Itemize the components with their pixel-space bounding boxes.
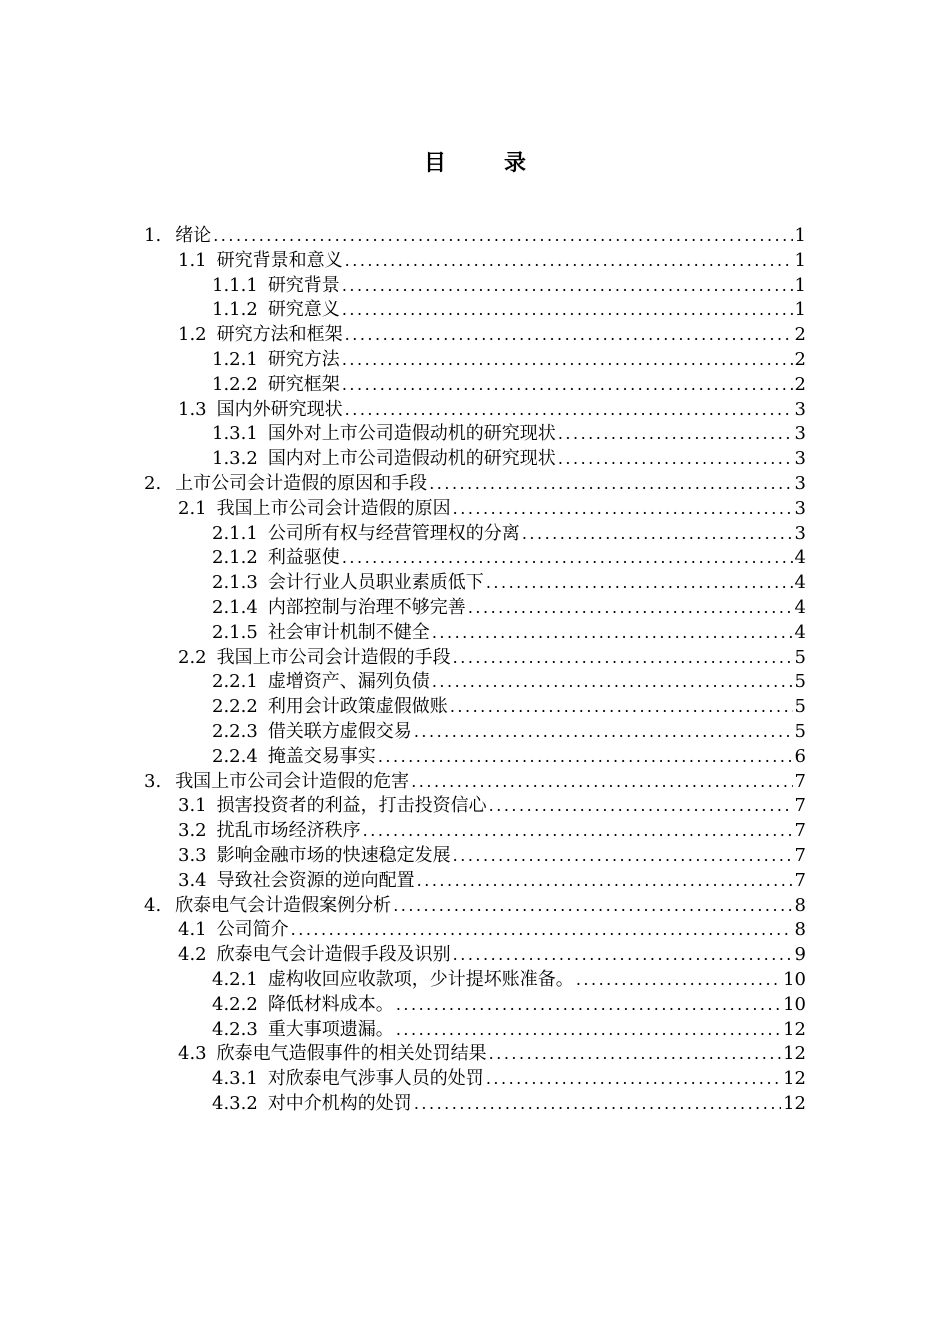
toc-entry-text: 欣泰电气会计造假手段及识别	[216, 944, 451, 966]
toc-dot-leader	[489, 1042, 781, 1067]
toc-entry[interactable]	[0, 571, 950, 596]
toc-dot-leader	[393, 894, 792, 919]
toc-entry[interactable]	[0, 794, 950, 819]
toc-entry-text: 国外对上市公司造假动机的研究现状	[267, 423, 556, 445]
toc-entry[interactable]	[0, 398, 950, 423]
toc-entry-number: 4.3.1	[212, 1068, 258, 1090]
toc-page-number: 8	[794, 919, 806, 941]
toc-page-number: 3	[794, 423, 806, 445]
toc-entry-text: 对中介机构的处罚	[267, 1092, 412, 1114]
toc-entry-number: 1.1.2	[212, 299, 258, 321]
toc-entry-number: 3.	[144, 770, 162, 792]
toc-entry-label	[212, 695, 448, 720]
toc-entry-text: 利益驱使	[267, 547, 340, 569]
toc-entry-label	[178, 794, 487, 819]
toc-page-number: 12	[783, 1068, 806, 1090]
table-of-contents	[0, 224, 950, 1117]
toc-entry-text: 降低材料成本。	[267, 993, 394, 1015]
toc-entry-text: 国内对上市公司造假动机的研究现状	[267, 448, 556, 470]
toc-entry-text: 利用会计政策虚假做账	[267, 696, 448, 718]
toc-entry-number: 3.4	[178, 869, 207, 891]
toc-entry-label	[144, 472, 427, 497]
toc-page-number: 4	[794, 596, 806, 618]
toc-entry-number: 4.	[144, 894, 162, 916]
toc-entry-number: 2.1.1	[212, 522, 258, 544]
toc-entry-text: 虚构收回应收款项，少计提坏账准备。	[267, 968, 574, 990]
toc-dot-leader	[363, 819, 793, 844]
toc-dot-leader	[486, 571, 793, 596]
toc-entry-text: 对欣泰电气涉事人员的处罚	[267, 1068, 484, 1090]
toc-page-number: 7	[794, 770, 806, 792]
toc-dot-leader	[345, 398, 793, 423]
toc-entry-label	[144, 894, 391, 919]
toc-entry-number: 4.3	[178, 1043, 207, 1065]
toc-entry-label	[212, 1092, 412, 1117]
toc-dot-leader	[450, 695, 793, 720]
toc-entry-label	[212, 571, 484, 596]
toc-entry[interactable]	[0, 249, 950, 274]
toc-dot-leader	[414, 720, 793, 745]
toc-page-number: 7	[794, 795, 806, 817]
toc-page-number: 5	[794, 646, 806, 668]
toc-dot-leader	[453, 497, 793, 522]
toc-entry-number: 4.2.2	[212, 993, 258, 1015]
toc-entry-number: 2.1.5	[212, 621, 258, 643]
toc-entry-number: 3.2	[178, 820, 207, 842]
toc-entry-text: 公司所有权与经营管理权的分离	[267, 522, 520, 544]
toc-page-number: 12	[783, 1092, 806, 1114]
toc-page-number: 7	[794, 844, 806, 866]
toc-dot-leader	[432, 621, 793, 646]
toc-page-number: 2	[794, 373, 806, 395]
toc-dot-leader	[576, 968, 781, 993]
toc-entry-label	[178, 646, 451, 671]
toc-entry-number: 4.2.1	[212, 968, 258, 990]
toc-entry[interactable]	[0, 844, 950, 869]
toc-entry-number: 1.3.2	[212, 448, 258, 470]
toc-entry[interactable]	[0, 323, 950, 348]
toc-entry-label	[212, 373, 340, 398]
toc-page-number: 10	[783, 993, 806, 1015]
toc-dot-leader	[429, 472, 792, 497]
toc-page-number: 4	[794, 572, 806, 594]
toc-entry-text: 研究方法	[267, 348, 340, 370]
toc-page-number: 3	[794, 398, 806, 420]
toc-page-number: 1	[794, 299, 806, 321]
toc-entry-label	[212, 522, 520, 547]
toc-dot-leader	[345, 249, 793, 274]
toc-entry-label	[212, 1067, 484, 1092]
toc-entry-number: 1.1	[178, 249, 207, 271]
toc-entry[interactable]	[0, 968, 950, 993]
toc-dot-leader	[345, 323, 793, 348]
toc-title: 目 录	[423, 150, 544, 176]
toc-dot-leader	[213, 224, 792, 249]
toc-entry-label	[178, 844, 451, 869]
toc-entry-text: 虚增资产、漏列负债	[267, 671, 430, 693]
toc-entry-text: 研究背景和意义	[216, 249, 343, 271]
toc-dot-leader	[411, 770, 792, 795]
toc-entry[interactable]	[0, 918, 950, 943]
toc-entry[interactable]	[0, 422, 950, 447]
toc-entry[interactable]	[0, 224, 950, 249]
toc-entry-text: 欣泰电气造假事件的相关处罚结果	[216, 1043, 487, 1065]
toc-entry-number: 1.1.1	[212, 274, 258, 296]
toc-entry-number: 3.3	[178, 844, 207, 866]
toc-page-number: 4	[794, 547, 806, 569]
toc-dot-leader	[342, 298, 793, 323]
toc-entry-number: 4.2	[178, 944, 207, 966]
toc-entry-text: 社会审计机制不健全	[267, 621, 430, 643]
toc-page-number: 5	[794, 696, 806, 718]
toc-page-number: 10	[783, 968, 806, 990]
toc-page-number: 12	[783, 1043, 806, 1065]
toc-entry[interactable]	[0, 819, 950, 844]
toc-entry-number: 2.1.3	[212, 572, 258, 594]
toc-page-number: 1	[794, 225, 806, 246]
toc-entry-number: 2.1	[178, 497, 207, 519]
toc-entry[interactable]	[0, 720, 950, 745]
toc-entry-text: 我国上市公司会计造假的原因	[216, 497, 451, 519]
toc-entry-number: 4.2.3	[212, 1018, 258, 1040]
toc-entry-number: 1.3	[178, 398, 207, 420]
toc-entry-label	[178, 918, 289, 943]
toc-dot-leader	[396, 993, 781, 1018]
toc-entry-label	[178, 497, 451, 522]
toc-page-number: 1	[794, 274, 806, 296]
toc-page-number: 3	[794, 448, 806, 470]
toc-entry-text: 研究意义	[267, 299, 340, 321]
toc-page-number: 2	[794, 348, 806, 370]
toc-entry-number: 4.1	[178, 919, 207, 941]
toc-entry-label	[212, 447, 556, 472]
toc-entry[interactable]	[0, 1018, 950, 1043]
toc-entry-text: 损害投资者的利益，打击投资信心	[216, 795, 487, 817]
toc-entry-label	[212, 422, 556, 447]
toc-entry-number: 1.2.1	[212, 348, 258, 370]
toc-entry-label	[212, 596, 466, 621]
toc-entry[interactable]	[0, 298, 950, 323]
toc-entry-text: 掩盖交易事实	[267, 745, 376, 767]
toc-entry-label	[178, 943, 451, 968]
toc-dot-leader	[558, 447, 793, 472]
toc-entry[interactable]	[0, 546, 950, 571]
toc-dot-leader	[291, 918, 793, 943]
toc-page-number: 12	[783, 1018, 806, 1040]
toc-entry[interactable]	[0, 869, 950, 894]
toc-entry-text: 导致社会资源的逆向配置	[216, 869, 415, 891]
toc-entry[interactable]	[0, 646, 950, 671]
toc-entry-label	[212, 993, 394, 1018]
toc-entry[interactable]	[0, 943, 950, 968]
toc-page-number: 3	[794, 497, 806, 519]
toc-entry-text: 影响金融市场的快速稳定发展	[216, 844, 451, 866]
toc-page-number: 5	[794, 671, 806, 693]
toc-dot-leader	[414, 1092, 781, 1117]
toc-page-number: 3	[794, 472, 806, 494]
toc-page-number: 4	[794, 621, 806, 643]
toc-entry-text: 上市公司会计造假的原因和手段	[175, 472, 428, 494]
toc-entry-text: 欣泰电气会计造假案例分析	[175, 894, 392, 916]
toc-entry-number: 2.1.4	[212, 596, 258, 618]
toc-dot-leader	[432, 670, 793, 695]
toc-entry[interactable]	[0, 497, 950, 522]
toc-dot-leader	[378, 745, 793, 770]
toc-page-number: 7	[794, 820, 806, 842]
toc-entry[interactable]	[0, 894, 950, 919]
toc-entry-number: 1.2.2	[212, 373, 258, 395]
toc-entry-text: 绪论	[175, 225, 212, 246]
toc-entry-label	[212, 621, 430, 646]
toc-entry-text: 会计行业人员职业素质低下	[267, 572, 484, 594]
toc-entry-text: 国内外研究现状	[216, 398, 343, 420]
toc-dot-leader	[342, 546, 793, 571]
toc-entry-label	[178, 249, 343, 274]
toc-entry-label	[212, 298, 340, 323]
toc-dot-leader	[453, 943, 793, 968]
toc-dot-leader	[342, 348, 793, 373]
toc-entry-text: 研究方法和框架	[216, 324, 343, 346]
toc-dot-leader	[468, 596, 793, 621]
toc-entry[interactable]	[0, 621, 950, 646]
toc-entry[interactable]	[0, 472, 950, 497]
toc-entry-number: 1.	[144, 225, 162, 246]
toc-entry-label	[212, 968, 574, 993]
toc-entry-text: 内部控制与治理不够完善	[267, 596, 466, 618]
toc-entry[interactable]	[0, 745, 950, 770]
toc-page-number: 2	[794, 324, 806, 346]
toc-page-number: 5	[794, 720, 806, 742]
toc-entry-label	[144, 224, 211, 249]
toc-entry-number: 1.2	[178, 324, 207, 346]
toc-page-number: 9	[794, 944, 806, 966]
toc-entry-text: 扰乱市场经济秩序	[216, 820, 361, 842]
toc-entry-text: 借关联方虚假交易	[267, 720, 412, 742]
toc-page-number: 7	[794, 869, 806, 891]
toc-dot-leader	[417, 869, 793, 894]
toc-entry-number: 2.2	[178, 646, 207, 668]
toc-entry-text: 重大事项遗漏。	[267, 1018, 394, 1040]
toc-entry-label	[144, 770, 409, 795]
toc-entry[interactable]	[0, 1067, 950, 1092]
toc-entry-label	[212, 546, 340, 571]
toc-dot-leader	[486, 1067, 781, 1092]
toc-entry-text: 我国上市公司会计造假的手段	[216, 646, 451, 668]
toc-entry[interactable]	[0, 522, 950, 547]
toc-entry-label	[212, 348, 340, 373]
toc-entry-number: 2.2.4	[212, 745, 258, 767]
toc-entry-number: 2.1.2	[212, 547, 258, 569]
toc-entry-number: 1.3.1	[212, 423, 258, 445]
toc-entry-label	[178, 323, 343, 348]
toc-entry[interactable]	[0, 770, 950, 795]
toc-entry-text: 我国上市公司会计造假的危害	[175, 770, 410, 792]
toc-dot-leader	[489, 794, 793, 819]
toc-entry-number: 4.3.2	[212, 1092, 258, 1114]
toc-entry[interactable]	[0, 447, 950, 472]
toc-entry-number: 2.2.1	[212, 671, 258, 693]
toc-entry[interactable]	[0, 670, 950, 695]
toc-dot-leader	[453, 646, 793, 671]
toc-entry-label	[178, 819, 361, 844]
toc-entry-text: 公司简介	[216, 919, 289, 941]
toc-entry-text: 研究背景	[267, 274, 340, 296]
toc-entry-label	[178, 398, 343, 423]
toc-dot-leader	[396, 1018, 781, 1043]
toc-entry-label	[212, 274, 340, 299]
toc-entry[interactable]	[0, 348, 950, 373]
toc-entry-number: 2.2.3	[212, 720, 258, 742]
toc-entry[interactable]	[0, 373, 950, 398]
toc-dot-leader	[342, 274, 793, 299]
toc-entry-label	[178, 1042, 487, 1067]
toc-dot-leader	[522, 522, 793, 547]
toc-entry-text: 研究框架	[267, 373, 340, 395]
toc-entry-label	[212, 745, 376, 770]
toc-entry[interactable]	[0, 695, 950, 720]
toc-page-number: 1	[794, 249, 806, 271]
toc-entry-number: 2.2.2	[212, 696, 258, 718]
toc-dot-leader	[558, 422, 793, 447]
toc-entry[interactable]	[0, 993, 950, 1018]
toc-dot-leader	[342, 373, 793, 398]
toc-page-number: 3	[794, 522, 806, 544]
toc-entry[interactable]	[0, 1092, 950, 1117]
toc-entry-number: 2.	[144, 472, 162, 494]
toc-entry-label	[212, 720, 412, 745]
toc-entry[interactable]	[0, 1042, 950, 1067]
toc-entry[interactable]	[0, 274, 950, 299]
toc-page-number: 6	[794, 745, 806, 767]
toc-page-number: 8	[794, 894, 806, 916]
toc-dot-leader	[453, 844, 793, 869]
toc-entry[interactable]	[0, 596, 950, 621]
toc-entry-number: 3.1	[178, 795, 207, 817]
toc-entry-label	[178, 869, 415, 894]
toc-entry-label	[212, 1018, 394, 1043]
toc-entry-label	[212, 670, 430, 695]
